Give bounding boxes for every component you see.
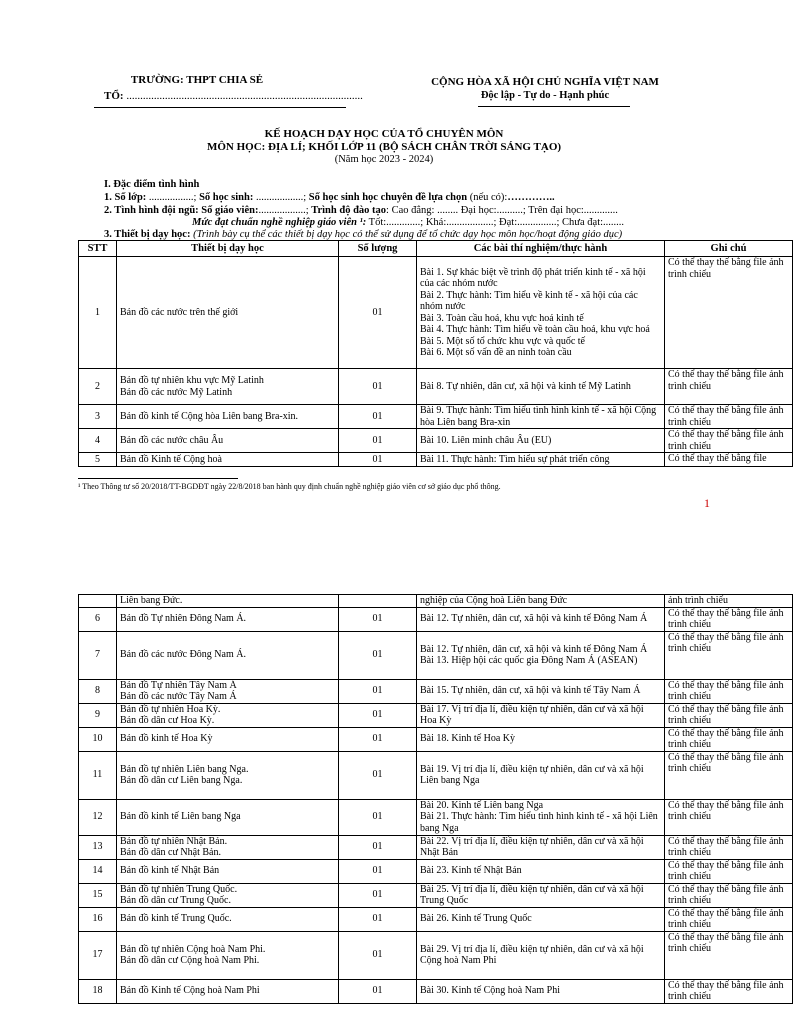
table-row bbox=[79, 859, 793, 883]
row-qty: 01 bbox=[339, 703, 417, 727]
table-row bbox=[79, 453, 793, 467]
row-device: Bản đồ Tự nhiên Tây Nam Á Bản đồ các nước Tây Nam Á bbox=[117, 679, 339, 703]
row-lessons: Bài 25. Vị trí địa lí, điều kiện tự nhiên, dân cư và xã hội Trung Quốc bbox=[417, 883, 665, 907]
team-dots: ...................................................................................... bbox=[123, 90, 363, 102]
equipment-table-page2 bbox=[78, 594, 793, 1004]
row-lessons: Bài 30. Kinh tế Cộng hoà Nam Phi bbox=[417, 979, 665, 1003]
row-qty: 01 bbox=[339, 883, 417, 907]
team-label: TỔ: bbox=[104, 90, 124, 102]
table-row bbox=[79, 799, 793, 835]
footnote: ¹ Theo Thông tư số 20/2018/TT-BGDĐT ngày 22/8/2018 ban hành quy định chuẩn nghề nghiệp giáo viên cơ sở giáo dục phổ thông. bbox=[78, 482, 501, 491]
row-qty: 01 bbox=[339, 405, 417, 429]
row-note: Có thể thay thế bằng file ảnh trình chiếu bbox=[665, 429, 793, 453]
row-qty: 01 bbox=[339, 799, 417, 835]
right-header-rule bbox=[478, 106, 630, 107]
footnote-rule bbox=[78, 478, 238, 479]
row-note: Có thể thay thế bằng file ảnh trình chiếu bbox=[665, 405, 793, 429]
row-qty: 01 bbox=[339, 257, 417, 369]
row-note: ảnh trình chiếu bbox=[665, 595, 793, 608]
row-note: Có thể thay thế bằng file ảnh trình chiếu bbox=[665, 883, 793, 907]
row-stt: 1 bbox=[79, 257, 117, 369]
row-note: Có thể thay thế bằng file ảnh trình chiếu bbox=[665, 679, 793, 703]
row-device: Bản đồ kinh tế Cộng hòa Liên bang Bra-xin. bbox=[117, 405, 339, 429]
table-row bbox=[79, 607, 793, 631]
row-note: Có thể thay thế bằng file bbox=[665, 453, 793, 467]
row-note: Có thể thay thế bằng file ảnh trình chiếu bbox=[665, 369, 793, 405]
row-lessons: Bài 11. Thực hành: Tìm hiểu sự phát triển công bbox=[417, 453, 665, 467]
row-note: Có thể thay thế bằng file ảnh trình chiếu bbox=[665, 835, 793, 859]
row-qty: 01 bbox=[339, 907, 417, 931]
row-stt: 18 bbox=[79, 979, 117, 1003]
row-qty: 01 bbox=[339, 429, 417, 453]
team-line bbox=[104, 90, 363, 102]
row-stt bbox=[79, 595, 117, 608]
row-lessons: Bài 12. Tự nhiên, dân cư, xã hội và kinh tế Đông Nam Á Bài 13. Hiệp hội các quốc gia Đông Nam Á (ASEAN) bbox=[417, 631, 665, 679]
class-stats-line: 1. Số lớp: .................; Số học sinh: ..................; Số học sinh học chuyên đề lựa chọn (nếu có):………….. bbox=[104, 192, 555, 203]
row-qty: 01 bbox=[339, 835, 417, 859]
row-device: Bản đồ các nước Đông Nam Á. bbox=[117, 631, 339, 679]
page-number: 1 bbox=[704, 496, 710, 510]
header-lessons: Các bài thí nghiệm/thực hành bbox=[417, 241, 665, 257]
row-lessons: Bài 15. Tự nhiên, dân cư, xã hội và kinh tế Tây Nam Á bbox=[417, 679, 665, 703]
table-row bbox=[79, 369, 793, 405]
table-row bbox=[79, 631, 793, 679]
row-stt: 5 bbox=[79, 453, 117, 467]
row-note: Có thể thay thế bằng file ảnh trình chiếu bbox=[665, 979, 793, 1003]
row-note: Có thể thay thế bằng file ảnh trình chiếu bbox=[665, 931, 793, 979]
row-lessons: Bài 12. Tự nhiên, dân cư, xã hội và kinh tế Đông Nam Á bbox=[417, 607, 665, 631]
table-row bbox=[79, 257, 793, 369]
subject-title: MÔN HỌC: ĐỊA LÍ; KHỐI LỚP 11 (BỘ SÁCH CHÂN TRỜI SÁNG TẠO) bbox=[206, 141, 562, 153]
row-device: Bản đồ tự nhiên Liên bang Nga. Bản đồ dân cư Liên bang Nga. bbox=[117, 751, 339, 799]
row-device: Bản đồ tự nhiên Nhật Bản. Bản đồ dân cư Nhật Bản. bbox=[117, 835, 339, 859]
equipment-table-page1 bbox=[78, 240, 793, 467]
table-row bbox=[79, 751, 793, 799]
row-stt: 10 bbox=[79, 727, 117, 751]
row-note: Có thể thay thế bằng file ảnh trình chiếu bbox=[665, 703, 793, 727]
row-qty: 01 bbox=[339, 859, 417, 883]
table-row bbox=[79, 883, 793, 907]
header-device: Thiết bị dạy học bbox=[117, 241, 339, 257]
row-device: Bản đồ tự nhiên khu vực Mỹ Latinh Bản đồ các nước Mỹ Latinh bbox=[117, 369, 339, 405]
table-row bbox=[79, 595, 793, 608]
row-stt: 16 bbox=[79, 907, 117, 931]
row-lessons: Bài 10. Liên minh châu Âu (EU) bbox=[417, 429, 665, 453]
row-stt: 14 bbox=[79, 859, 117, 883]
row-stt: 9 bbox=[79, 703, 117, 727]
row-device: Bản đồ kinh tế Trung Quốc. bbox=[117, 907, 339, 931]
row-lessons: Bài 29. Vị trí địa lí, điều kiện tự nhiên, dân cư và xã hội Cộng hoà Nam Phi bbox=[417, 931, 665, 979]
row-device: Bản đồ kinh tế Liên bang Nga bbox=[117, 799, 339, 835]
row-lessons: nghiệp của Cộng hoà Liên bang Đức bbox=[417, 595, 665, 608]
row-qty: 01 bbox=[339, 453, 417, 467]
school-name: TRƯỜNG: THPT CHIA SẺ bbox=[130, 74, 264, 86]
header-note: Ghi chú bbox=[665, 241, 793, 257]
row-device: Liên bang Đức. bbox=[117, 595, 339, 608]
equipment-line: 3. Thiết bị dạy học: (Trình bày cụ thể các thiết bị dạy học có thể sử dụng để tổ chức dạy học môn học/hoạt động giáo dục) bbox=[104, 229, 623, 240]
row-qty: 01 bbox=[339, 369, 417, 405]
header-qty: Số lượng bbox=[339, 241, 417, 257]
row-stt: 15 bbox=[79, 883, 117, 907]
row-stt: 6 bbox=[79, 607, 117, 631]
row-stt: 12 bbox=[79, 799, 117, 835]
table-row bbox=[79, 931, 793, 979]
row-qty: 01 bbox=[339, 631, 417, 679]
row-stt: 11 bbox=[79, 751, 117, 799]
header-stt: STT bbox=[79, 241, 117, 257]
nation-motto: Độc lập - Tự do - Hạnh phúc bbox=[480, 90, 610, 101]
row-device: Bản đồ tự nhiên Trung Quốc. Bản đồ dân cư Trung Quốc. bbox=[117, 883, 339, 907]
row-device: Bản đồ tự nhiên Cộng hoà Nam Phi. Bản đồ dân cư Cộng hoà Nam Phi. bbox=[117, 931, 339, 979]
row-stt: 8 bbox=[79, 679, 117, 703]
row-device: Bản đồ Kinh tế Cộng hoà bbox=[117, 453, 339, 467]
table-row bbox=[79, 679, 793, 703]
table-header-row bbox=[79, 241, 793, 257]
row-device: Bản đồ kinh tế Nhật Bản bbox=[117, 859, 339, 883]
table-row bbox=[79, 907, 793, 931]
row-lessons: Bài 18. Kinh tế Hoa Kỳ bbox=[417, 727, 665, 751]
section-heading: I. Đặc điểm tình hình bbox=[104, 179, 200, 190]
row-note: Có thể thay thế bằng file ảnh trình chiếu bbox=[665, 257, 793, 369]
row-qty: 01 bbox=[339, 607, 417, 631]
row-qty: 01 bbox=[339, 727, 417, 751]
table-row bbox=[79, 405, 793, 429]
left-header-rule bbox=[94, 107, 346, 108]
row-stt: 7 bbox=[79, 631, 117, 679]
row-qty: 01 bbox=[339, 751, 417, 799]
row-note: Có thể thay thế bằng file ảnh trình chiếu bbox=[665, 631, 793, 679]
staff-line: 2. Tình hình đội ngũ: Số giáo viên:..................; Trình độ đào tạo: Cao đẳng: ........ Đại học:..........; Trên đại học:............. bbox=[104, 205, 618, 216]
table-row bbox=[79, 979, 793, 1003]
row-device: Bản đồ Kinh tế Cộng hoà Nam Phi bbox=[117, 979, 339, 1003]
row-device: Bản đồ Tự nhiên Đông Nam Á. bbox=[117, 607, 339, 631]
row-device: Bản đồ tự nhiên Hoa Kỳ. Bản đồ dân cư Hoa Kỳ. bbox=[117, 703, 339, 727]
row-lessons: Bài 23. Kinh tế Nhật Bản bbox=[417, 859, 665, 883]
school-year: (Năm học 2023 - 2024) bbox=[334, 154, 434, 165]
table-row bbox=[79, 835, 793, 859]
table-row bbox=[79, 429, 793, 453]
row-note: Có thể thay thế bằng file ảnh trình chiếu bbox=[665, 607, 793, 631]
row-lessons: Bài 8. Tự nhiên, dân cư, xã hội và kinh tế Mỹ Latinh bbox=[417, 369, 665, 405]
row-lessons: Bài 19. Vị trí địa lí, điều kiện tự nhiên, dân cư và xã hội Liên bang Nga bbox=[417, 751, 665, 799]
row-device: Bản đồ các nước châu Âu bbox=[117, 429, 339, 453]
row-note: Có thể thay thế bằng file ảnh trình chiếu bbox=[665, 907, 793, 931]
plan-title: KẾ HOẠCH DẠY HỌC CỦA TỔ CHUYÊN MÔN bbox=[264, 128, 504, 140]
row-stt: 2 bbox=[79, 369, 117, 405]
row-lessons: Bài 1. Sự khác biệt về trình độ phát triển kinh tế - xã hội của các nhóm nước Bài 2. Thực hành: Tìm hiểu về kinh tế - xã hội của các nhóm nước Bài 3. Toàn cầu hoá, khu vực hoá kinh tế Bài 4. Thực hành: Tìm hiểu về toàn cầu hoá, khu vực hoá Bài 5. Một số tổ chức khu vực và quốc tế Bài 6. Một số vấn đề an ninh toàn cầu bbox=[417, 257, 665, 369]
standard-line: Mức đạt chuẩn nghề nghiệp giáo viên ¹: Tốt:.............; Khá:..................; Đạt:...............; Chưa đạt:........ bbox=[192, 217, 625, 228]
row-qty bbox=[339, 595, 417, 608]
row-lessons: Bài 26. Kinh tế Trung Quốc bbox=[417, 907, 665, 931]
row-device: Bản đồ kinh tế Hoa Kỳ bbox=[117, 727, 339, 751]
row-stt: 17 bbox=[79, 931, 117, 979]
row-qty: 01 bbox=[339, 931, 417, 979]
row-lessons: Bài 22. Vị trí địa lí, điều kiện tự nhiên, dân cư và xã hội Nhật Bản bbox=[417, 835, 665, 859]
nation-title: CỘNG HÒA XÃ HỘI CHỦ NGHĨA VIỆT NAM bbox=[431, 76, 659, 88]
row-qty: 01 bbox=[339, 979, 417, 1003]
row-stt: 4 bbox=[79, 429, 117, 453]
table-row bbox=[79, 727, 793, 751]
row-stt: 13 bbox=[79, 835, 117, 859]
table-row bbox=[79, 703, 793, 727]
row-lessons: Bài 17. Vị trí địa lí, điều kiện tự nhiên, dân cư và xã hội Hoa Kỳ bbox=[417, 703, 665, 727]
row-lessons: Bài 20. Kinh tế Liên bang Nga Bài 21. Thực hành: Tìm hiểu tình hình kinh tế - xã hội Liên bang Nga bbox=[417, 799, 665, 835]
row-qty: 01 bbox=[339, 679, 417, 703]
row-stt: 3 bbox=[79, 405, 117, 429]
row-note: Có thể thay thế bằng file ảnh trình chiếu bbox=[665, 751, 793, 799]
row-device: Bản đồ các nước trên thế giới bbox=[117, 257, 339, 369]
row-note: Có thể thay thế bằng file ảnh trình chiếu bbox=[665, 727, 793, 751]
row-note: Có thể thay thế bằng file ảnh trình chiếu bbox=[665, 799, 793, 835]
row-lessons: Bài 9. Thực hành: Tìm hiểu tình hình kinh tế - xã hội Cộng hòa Liên bang Bra-xin bbox=[417, 405, 665, 429]
row-note: Có thể thay thế bằng file ảnh trình chiếu bbox=[665, 859, 793, 883]
